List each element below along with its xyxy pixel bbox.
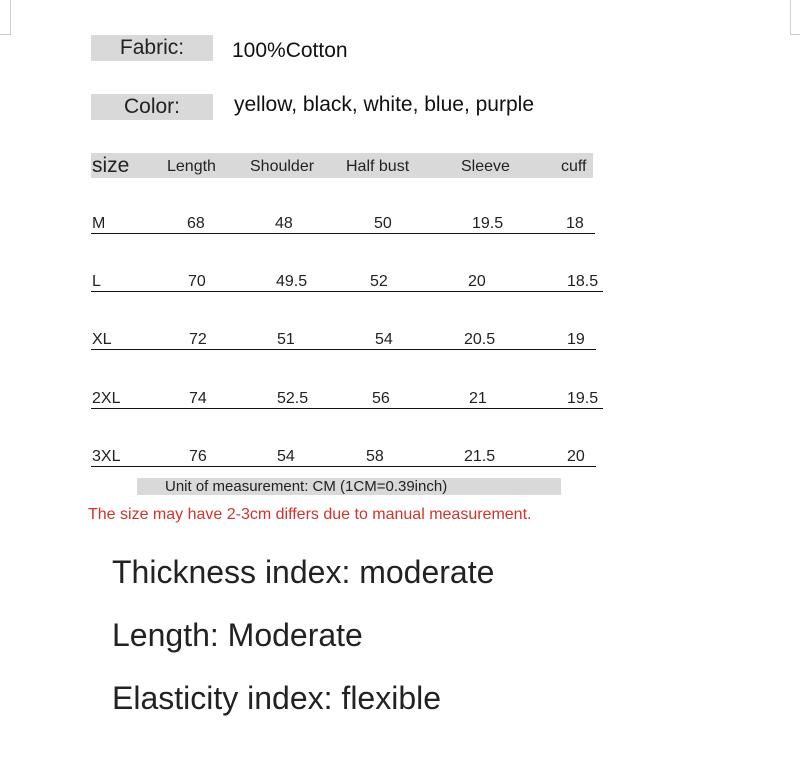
cell-sleeve: 19.5 <box>472 215 504 232</box>
cell-cuff: 18 <box>566 215 584 232</box>
cell-cuff: 18.5 <box>567 273 599 290</box>
header-half-bust: Half bust <box>346 158 410 175</box>
cell-half-bust: 50 <box>374 215 392 232</box>
table-row <box>91 447 611 467</box>
header-length: Length <box>167 158 216 175</box>
cell-cuff: 20 <box>567 448 585 465</box>
cell-size: 2XL <box>92 390 121 407</box>
cell-sleeve: 20.5 <box>464 331 496 348</box>
fabric-value: 100%Cotton <box>232 39 348 62</box>
cell-cuff: 19.5 <box>567 390 599 407</box>
page-corner-mark <box>790 34 800 35</box>
thickness-index: Thickness index: moderate <box>112 554 495 590</box>
cell-sleeve: 20 <box>468 273 486 290</box>
page-corner-mark <box>10 0 11 35</box>
unit-of-measurement-note <box>137 478 561 495</box>
cell-length: 70 <box>188 273 206 290</box>
unit-of-measurement-text: Unit of measurement: CM (1CM=0.39inch) <box>165 478 448 495</box>
cell-cuff: 19 <box>567 331 585 348</box>
cell-length: 74 <box>189 390 207 407</box>
cell-size: 3XL <box>92 448 121 465</box>
cell-shoulder: 48 <box>275 215 293 232</box>
cell-half-bust: 56 <box>372 390 390 407</box>
table-row <box>91 214 611 234</box>
page-corner-mark <box>0 34 11 35</box>
fabric-label: Fabric: <box>91 35 213 61</box>
cell-sleeve: 21 <box>469 390 487 407</box>
cell-half-bust: 54 <box>375 331 393 348</box>
header-cuff: cuff <box>561 158 587 175</box>
page-corner-mark <box>790 0 791 35</box>
color-label: Color: <box>91 94 213 120</box>
cell-length: 72 <box>189 331 207 348</box>
cell-shoulder: 52.5 <box>277 390 309 407</box>
measurement-warning: The size may have 2-3cm differs due to manual measurement. <box>88 506 532 523</box>
header-size: size <box>92 154 130 177</box>
cell-shoulder: 54 <box>277 448 295 465</box>
elasticity-index: Elasticity index: flexible <box>112 680 442 716</box>
table-row <box>91 389 611 409</box>
cell-shoulder: 49.5 <box>276 273 308 290</box>
cell-shoulder: 51 <box>277 331 295 348</box>
header-sleeve: Sleeve <box>461 158 510 175</box>
header-shoulder: Shoulder <box>250 158 315 175</box>
cell-size: XL <box>92 331 112 348</box>
cell-sleeve: 21.5 <box>464 448 496 465</box>
table-row <box>91 330 611 350</box>
cell-half-bust: 52 <box>370 273 388 290</box>
length-index: Length: Moderate <box>112 617 363 653</box>
cell-size: M <box>92 215 106 232</box>
cell-size: L <box>92 273 101 290</box>
cell-length: 68 <box>187 215 205 232</box>
color-value: yellow, black, white, blue, purple <box>234 93 534 116</box>
table-row <box>91 272 611 292</box>
cell-length: 76 <box>189 448 207 465</box>
cell-half-bust: 58 <box>366 448 384 465</box>
